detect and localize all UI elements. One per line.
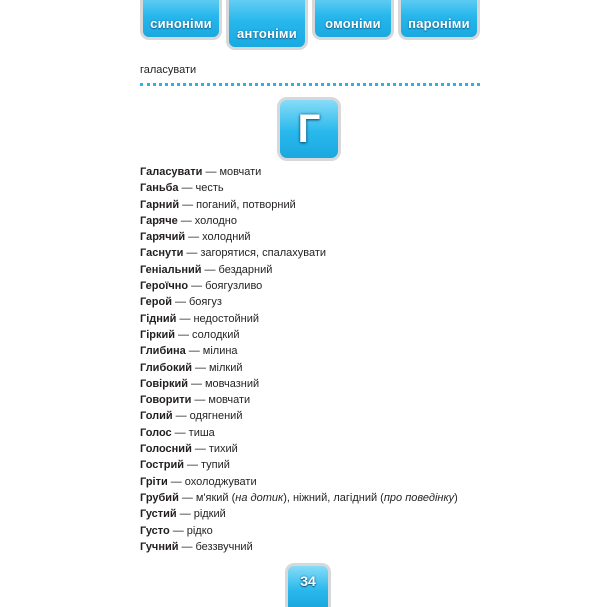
dotted-divider	[140, 83, 480, 86]
list-item: Гарячий — холодний	[140, 231, 251, 244]
tab-synonyms[interactable]: синоніми	[140, 0, 222, 40]
entry-antonym: боягуз	[189, 296, 222, 309]
entry-word: Голосний	[140, 443, 192, 456]
entry-antonym: беззвучний	[195, 540, 253, 553]
entry-antonym: мілина	[202, 345, 238, 358]
list-item: Гарний — поганий, потворний	[140, 198, 296, 211]
entry-antonym: рідкий	[193, 508, 226, 521]
entry-antonym: солодкий	[192, 328, 240, 341]
entry-antonym: загорятися, спалахувати	[200, 247, 327, 260]
entry-word: Ганьба	[140, 182, 179, 195]
entry-antonym: бездарний	[218, 263, 273, 276]
list-item: Густий — рідкий	[140, 508, 226, 521]
list-item: Ганьба — честь	[140, 182, 224, 195]
entry-word: Гаряче	[140, 214, 178, 227]
list-item: Голий — одягнений	[140, 410, 243, 423]
entry-antonym: тихий	[208, 443, 238, 456]
tab-paronyms[interactable]: пароніми	[398, 0, 480, 40]
entry-antonym-2: ніжний, лагідний	[292, 491, 378, 504]
entry-word: Гріти	[140, 475, 168, 488]
entry-word: Гучний	[140, 540, 179, 553]
list-item: Гострий — тупий	[140, 459, 230, 472]
entry-antonym: м'який	[195, 491, 229, 504]
list-item: Гучний — беззвучний	[140, 540, 253, 553]
entry-word: Густий	[140, 508, 177, 521]
list-item: Густо — рідко	[140, 524, 213, 537]
entry-word: Говорити	[140, 394, 192, 407]
list-item: Гіркий — солодкий	[140, 328, 240, 341]
entry-antonym: недостойний	[193, 312, 259, 325]
entry-antonym: холодно	[194, 214, 237, 227]
entry-antonym: холодний	[202, 231, 251, 244]
list-item: Глибина — мілина	[140, 345, 238, 358]
entry-word: Голий	[140, 410, 173, 423]
entry-antonym: мовчазний	[204, 377, 260, 390]
entry-word: Говіркий	[140, 377, 188, 390]
entry-word: Голос	[140, 426, 172, 439]
page-number: 34	[285, 563, 331, 607]
entry-word: Героїчно	[140, 280, 189, 293]
entry-antonym: охолоджувати	[184, 475, 257, 488]
list-item: Гаснути — загорятися, спалахувати	[140, 247, 327, 260]
tab-antonyms[interactable]: антоніми	[226, 0, 308, 50]
entry-word: Глибокий	[140, 361, 192, 374]
entry-word: Грубий	[140, 491, 179, 504]
antonym-list	[140, 164, 480, 555]
list-item: Гідний — недостойний	[140, 312, 259, 325]
list-item: Гріти — охолоджувати	[140, 475, 257, 488]
list-item: Глибокий — мілкий	[140, 361, 243, 374]
list-item: Говіркий — мовчазний	[140, 377, 260, 390]
list-item: Гаряче — холодно	[140, 214, 237, 227]
entry-word: Гарячий	[140, 231, 186, 244]
list-item: Героїчно — боягузливо	[140, 280, 263, 293]
list-item: Грубий — м'який (на дотик), ніжний, лагідний (про поведінку)	[140, 491, 458, 504]
list-item: Герой — боягуз	[140, 296, 222, 309]
entry-antonym: одягнений	[189, 410, 243, 423]
entry-antonym: мілкий	[208, 361, 243, 374]
entry-antonym: мовчати	[208, 394, 251, 407]
list-item: Геніальний — бездарний	[140, 263, 273, 276]
entry-word: Глибина	[140, 345, 186, 358]
entry-antonym: мовчати	[219, 166, 262, 178]
category-tabs	[0, 0, 600, 60]
entry-note: на дотик	[235, 491, 284, 504]
entry-word: Герой	[140, 296, 172, 309]
section-letter: Г	[277, 97, 341, 161]
guide-word: галасувати	[140, 64, 197, 76]
tab-homonyms[interactable]: омоніми	[312, 0, 394, 40]
entry-antonym: боягузливо	[205, 280, 263, 293]
entry-antonym: тиша	[188, 426, 215, 439]
entry-word: Гідний	[140, 312, 177, 325]
entry-note: про поведінку	[383, 491, 455, 504]
entry-word: Гарний	[140, 198, 180, 211]
entry-antonym: рідко	[186, 524, 213, 537]
entry-antonym: поганий, потворний	[196, 198, 296, 211]
entry-word: Гаснути	[140, 247, 184, 260]
entry-antonym: тупий	[201, 459, 230, 472]
entry-word: Галасувати	[140, 166, 203, 178]
entry-word: Гіркий	[140, 328, 176, 341]
entry-antonym: честь	[195, 182, 224, 195]
list-item: Говорити — мовчати	[140, 394, 251, 407]
list-item: Голос — тиша	[140, 426, 215, 439]
entry-word: Густо	[140, 524, 170, 537]
list-item: Галасувати — мовчати	[140, 166, 262, 178]
list-item: Голосний — тихий	[140, 443, 238, 456]
entry-word: Гострий	[140, 459, 185, 472]
entry-word: Геніальний	[140, 263, 202, 276]
